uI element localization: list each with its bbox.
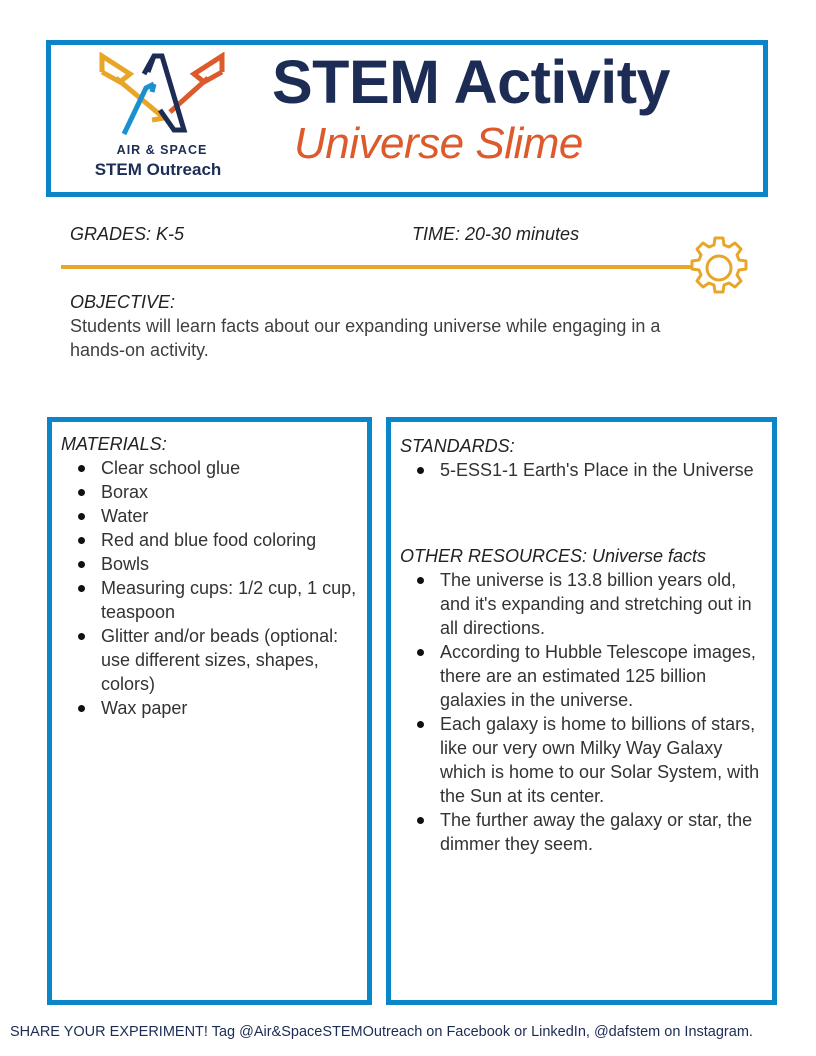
- resource-item: Each galaxy is home to billions of stars, like our very own Milky Way Galaxy which is home to our Solar System, with the Sun at its center.: [440, 712, 765, 808]
- activity-subtitle: Universe Slime: [294, 119, 583, 168]
- materials-label: MATERIALS:: [61, 434, 167, 454]
- resources-label: OTHER RESOURCES: Universe facts: [400, 546, 707, 566]
- resource-item: The further away the galaxy or star, the dimmer they seem.: [440, 808, 765, 856]
- standards-label: STANDARDS:: [400, 436, 515, 456]
- time-label: TIME: 20-30 minutes: [412, 224, 580, 244]
- materials-list: [61, 456, 361, 720]
- material-item: Borax: [101, 480, 361, 504]
- air-space-stem-outreach-logo: [92, 52, 232, 182]
- material-item: Water: [101, 504, 361, 528]
- material-item: Glitter and/or beads (optional: use different sizes, shapes, colors): [101, 624, 361, 696]
- page-title: STEM Activity: [272, 48, 670, 116]
- resource-item: The universe is 13.8 billion years old, and it's expanding and stretching out in all directions.: [440, 568, 765, 640]
- standard-item: 5-ESS1-1 Earth's Place in the Universe: [440, 458, 765, 482]
- section-divider: [61, 265, 693, 269]
- material-item: Bowls: [101, 552, 361, 576]
- objective-text: Students will learn facts about our expanding universe while engaging in a hands-on activity.: [70, 316, 661, 360]
- material-item: Measuring cups: 1/2 cup, 1 cup, teaspoon: [101, 576, 361, 624]
- material-item: Clear school glue: [101, 456, 361, 480]
- material-item: Wax paper: [101, 696, 361, 720]
- materials-panel: [47, 417, 372, 1005]
- logo-line-1: AIR & SPACE: [116, 143, 208, 157]
- gear-icon: [686, 235, 752, 301]
- logo-line-2: STEM Outreach: [94, 160, 222, 179]
- share-footer: SHARE YOUR EXPERIMENT! Tag @Air&SpaceSTEMOutreach on Facebook or LinkedIn, @dafstem on Instagram.: [10, 1024, 753, 1040]
- standards-resources-panel: [386, 417, 777, 1005]
- standards-list: [400, 458, 765, 482]
- objective-label: OBJECTIVE:: [70, 292, 176, 312]
- material-item: Red and blue food coloring: [101, 528, 361, 552]
- grades-label: GRADES: K-5: [70, 224, 185, 244]
- eagle-logo-icon: [96, 52, 228, 142]
- resource-item: According to Hubble Telescope images, there are an estimated 125 billion galaxies in the universe.: [440, 640, 765, 712]
- resources-list: [400, 568, 765, 856]
